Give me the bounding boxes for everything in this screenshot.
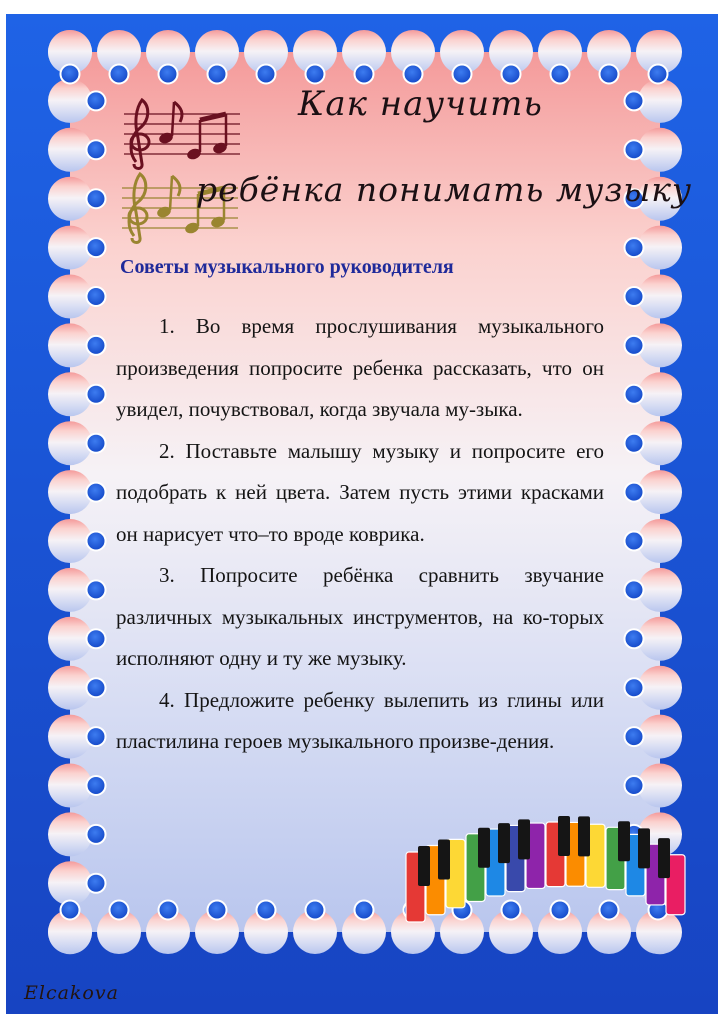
subtitle: Советы музыкального руководителя [120,256,454,278]
tip-3: 3. Попросите ребёнка сравнить звучание различных музыкальных инструментов, на ко-торых исполняют одну и ту же музыку. [116,563,604,670]
tips-list [116,306,604,763]
title-line-2: ребёнка понимать музыку [196,170,693,209]
tip-1: 1. Во время прослушивания музыкального произведения попросите ребенка рассказать, что он увидел, почувствовал, когда звучала му-зыка. [116,314,604,421]
rainbow-piano-icon [396,812,696,942]
signature: Elcakova [24,982,119,1004]
tip-4: 4. Предложите ребенку вылепить из глины или пластилина героев музыкального произве-дения. [116,687,604,753]
music-notes-red-icon [116,92,246,172]
title-line-1: Как научить [298,84,543,124]
tip-2: 2. Поставьте малышу музыку и попросите его подобрать к ней цвета. Затем пусть этими красками он нарисует что–то вроде коврика. [116,438,604,546]
